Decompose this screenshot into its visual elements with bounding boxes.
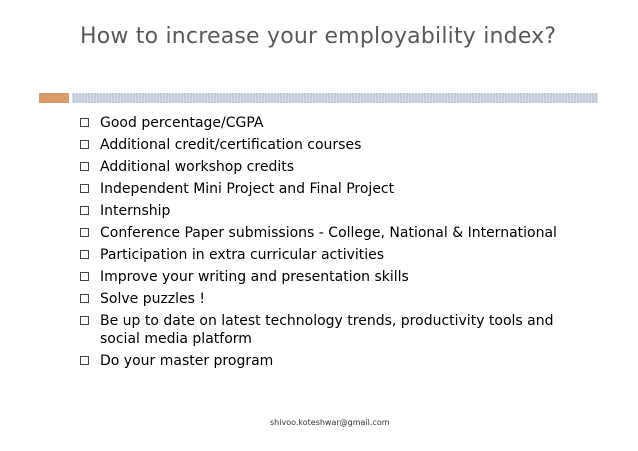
title-accent-bar — [39, 93, 69, 103]
checkbox-square-icon — [80, 316, 89, 325]
bullet-item — [80, 246, 580, 264]
checkbox-square-icon — [80, 162, 89, 171]
bullet-item — [80, 290, 580, 308]
bullet-item — [80, 352, 580, 370]
bullet-list — [80, 114, 580, 374]
bullet-item — [80, 114, 580, 132]
bullet-text: Solve puzzles ! — [100, 291, 206, 307]
bullet-item — [80, 312, 580, 348]
title-divider-bar — [72, 93, 598, 103]
footer-email: shivoo.koteshwar@gmail.com — [270, 418, 390, 427]
bullet-text: Be up to date on latest technology trends, productivity tools and social media platform — [100, 313, 554, 347]
bullet-item — [80, 180, 580, 198]
bullet-text: Conference Paper submissions - College, National & International — [100, 225, 557, 241]
checkbox-square-icon — [80, 118, 89, 127]
bullet-text: Additional credit/certification courses — [100, 137, 362, 153]
bullet-item — [80, 136, 580, 154]
checkbox-square-icon — [80, 294, 89, 303]
bullet-item — [80, 224, 580, 242]
checkbox-square-icon — [80, 228, 89, 237]
bullet-text: Additional workshop credits — [100, 159, 294, 175]
checkbox-square-icon — [80, 250, 89, 259]
bullet-item — [80, 202, 580, 220]
bullet-item — [80, 268, 580, 286]
checkbox-square-icon — [80, 356, 89, 365]
checkbox-square-icon — [80, 272, 89, 281]
bullet-text: Independent Mini Project and Final Project — [100, 181, 395, 197]
checkbox-square-icon — [80, 184, 89, 193]
bullet-item — [80, 158, 580, 176]
bullet-text: Participation in extra curricular activities — [100, 247, 385, 263]
checkbox-square-icon — [80, 206, 89, 215]
checkbox-square-icon — [80, 140, 89, 149]
bullet-text: Internship — [100, 203, 171, 219]
bullet-text: Do your master program — [100, 353, 274, 369]
bullet-text: Good percentage/CGPA — [100, 115, 264, 131]
bullet-text: Improve your writing and presentation skills — [100, 269, 409, 285]
slide-title: How to increase your employability index? — [80, 24, 557, 49]
